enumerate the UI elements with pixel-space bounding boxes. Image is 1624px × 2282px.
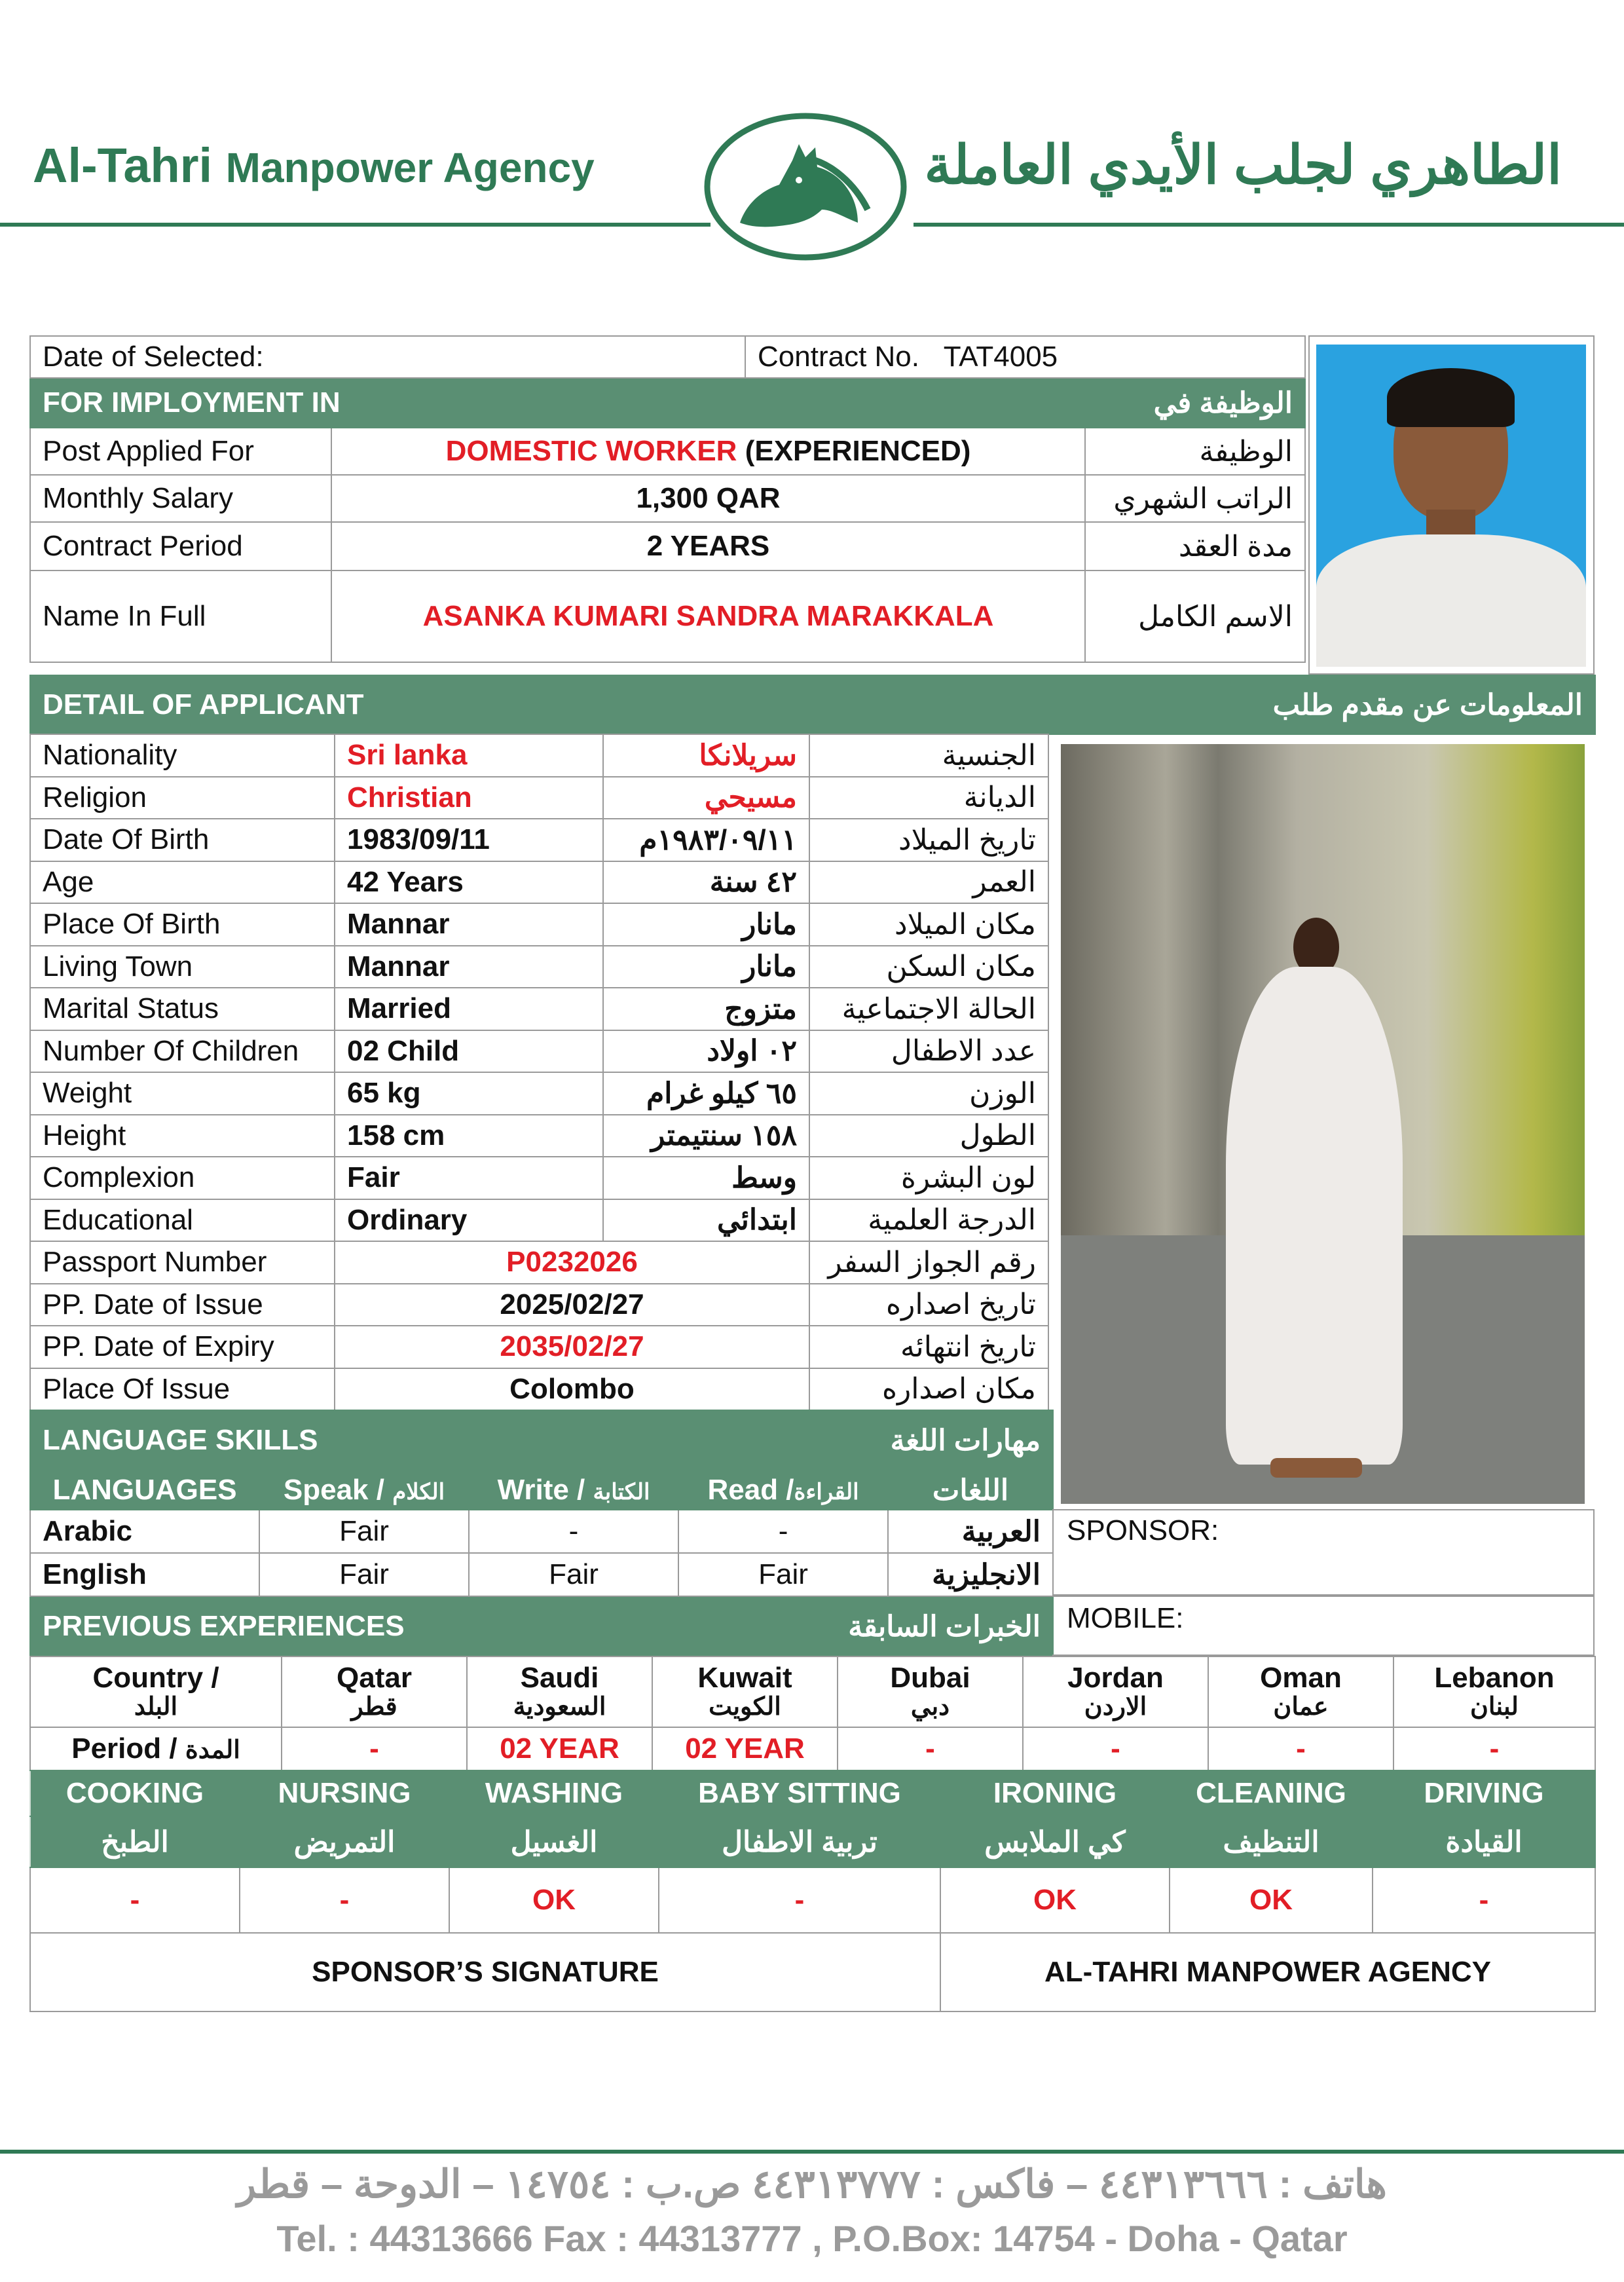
applicant-value-ar: مانار: [603, 903, 809, 946]
contract-period-value: 2 YEARS: [331, 522, 1085, 570]
brand-name-ar: الطاهري لجلب الأيدي العاملة: [924, 136, 1562, 195]
arabic-write: -: [469, 1510, 678, 1553]
applicant-label: Age: [30, 861, 335, 904]
passport-value: P0232026: [335, 1241, 809, 1284]
date-selected-label: Date of Selected:: [30, 336, 745, 378]
applicant-value: Ordinary: [335, 1199, 603, 1242]
applicant-label-ar: الجنسية: [809, 734, 1048, 777]
applicant-value-ar: ابتدائي: [603, 1199, 809, 1242]
post-applied-label: Post Applied For: [30, 428, 331, 475]
applicant-value-ar: ٠٢ اولاد: [603, 1030, 809, 1073]
footer-line: [0, 2150, 1624, 2154]
skill-ironing-ar: كي الملابس: [940, 1816, 1170, 1867]
brand-name-en-b: Manpower Agency: [225, 144, 595, 191]
english-write: Fair: [469, 1553, 678, 1596]
applicant-section-en: DETAIL OF APPLICANT: [30, 675, 701, 734]
full-name-value: ASANKA KUMARI SANDRA MARAKKALA: [331, 570, 1085, 662]
passport-label-ar: مكان اصداره: [809, 1368, 1048, 1411]
post-applied-ar: الوظيفة: [1085, 428, 1305, 475]
employment-section-en: FOR IMPLOYMENT IN: [30, 378, 745, 428]
applicant-value-ar: مسيحي: [603, 777, 809, 819]
header-line-left: [0, 223, 710, 227]
applicant-label: Place Of Birth: [30, 903, 335, 946]
read-col: Read /القراءة: [678, 1470, 888, 1510]
lang-english: English: [30, 1553, 259, 1596]
period-saudi: 02 YEAR: [467, 1727, 652, 1770]
skill-cleaning: CLEANING: [1170, 1770, 1373, 1816]
arabic-read: -: [678, 1510, 888, 1553]
agency-signature: AL-TAHRI MANPOWER AGENCY: [940, 1933, 1595, 2011]
monthly-salary-ar: الراتب الشهري: [1085, 475, 1305, 522]
applicant-value: 42 Years: [335, 861, 603, 904]
contract-cell: Contract No. TAT4005: [745, 336, 1305, 378]
language-header: [29, 1410, 1054, 1657]
period-jordan: -: [1023, 1727, 1208, 1770]
full-name-label: Name In Full: [30, 570, 331, 662]
header-line-right: [913, 223, 1624, 227]
skill-baby-sitting: BABY SITTING: [659, 1770, 940, 1816]
country-oman: Oman عمان: [1208, 1656, 1393, 1727]
applicant-label-ar: الحالة الاجتماعية: [809, 988, 1048, 1030]
sponsor-box: [1052, 1509, 1595, 1596]
applicant-value: Mannar: [335, 946, 603, 988]
applicant-value-ar: متزوج: [603, 988, 809, 1030]
applicant-section-ar: المعلومات عن مقدم طلب: [701, 675, 1595, 734]
passport-value: 2025/02/27: [335, 1284, 809, 1326]
footer-contact-en: Tel. : 44313666 Fax : 44313777 , P.O.Box: 14754 - Doha - Qatar: [276, 2218, 1348, 2259]
applicant-label: Weight: [30, 1072, 335, 1115]
applicant-value-ar: ٦٥ كيلو غرام: [603, 1072, 809, 1115]
skill-washing-ar: الغسيل: [449, 1816, 659, 1867]
employment-table: [29, 335, 1306, 663]
applicant-value: 65 kg: [335, 1072, 603, 1115]
applicant-value: 02 Child: [335, 1030, 603, 1073]
applicant-label: Educational: [30, 1199, 335, 1242]
applicant-label: Height: [30, 1115, 335, 1157]
skill-cleaning-ar: التنظيف: [1170, 1816, 1373, 1867]
applicant-label-ar: لون البشرة: [809, 1157, 1048, 1199]
monthly-salary-value: 1,300 QAR: [331, 475, 1085, 522]
passport-label: Passport Number: [30, 1241, 335, 1284]
mobile-label: MOBILE:: [1067, 1602, 1184, 1634]
skill-nursing: NURSING: [240, 1770, 449, 1816]
write-col: Write / الكتابة: [469, 1470, 678, 1510]
applicant-label: Nationality: [30, 734, 335, 777]
applicant-value: Fair: [335, 1157, 603, 1199]
passport-photo: [1308, 335, 1595, 675]
period-label: Period / المدة: [30, 1727, 282, 1770]
applicant-label: Living Town: [30, 946, 335, 988]
skill-ironing-value: OK: [940, 1867, 1170, 1933]
skill-driving-value: -: [1373, 1867, 1595, 1933]
period-lebanon: -: [1393, 1727, 1595, 1770]
passport-label-ar: تاريخ اصداره: [809, 1284, 1048, 1326]
monthly-salary-label: Monthly Salary: [30, 475, 331, 522]
passport-label: PP. Date of Issue: [30, 1284, 335, 1326]
experience-table: [29, 1656, 1596, 1771]
country-dubai: Dubai دبي: [838, 1656, 1023, 1727]
applicant-value-ar: ٤٢ سنة: [603, 861, 809, 904]
lang-arabic: Arabic: [30, 1510, 259, 1553]
language-section-ar: مهارات اللغة: [678, 1410, 1053, 1470]
skill-driving: DRIVING: [1373, 1770, 1595, 1816]
experience-section-en: PREVIOUS EXPERIENCES: [30, 1596, 678, 1656]
brand-name-en: [33, 138, 595, 193]
passport-label: PP. Date of Expiry: [30, 1326, 335, 1368]
applicant-label-ar: الطول: [809, 1115, 1048, 1157]
passport-label-ar: رقم الجواز السفر: [809, 1241, 1048, 1284]
applicant-header: [29, 675, 1596, 735]
footer-contact-ar: هاتف : ٤٤٣١٣٦٦٦ – فاكس : ٤٤٣١٣٧٧٧ ص.ب : ١٤٧٥٤ – الدوحة – قطر: [237, 2162, 1387, 2206]
skill-nursing-value: -: [240, 1867, 449, 1933]
skill-washing: WASHING: [449, 1770, 659, 1816]
arabic-speak: Fair: [259, 1510, 469, 1553]
skill-cooking-ar: الطبخ: [30, 1816, 240, 1867]
skill-driving-ar: القيادة: [1373, 1816, 1595, 1867]
applicant-value-ar: وسط: [603, 1157, 809, 1199]
applicant-label-ar: الديانة: [809, 777, 1048, 819]
skill-cooking-value: -: [30, 1867, 240, 1933]
lang-english-ar: الانجليزية: [888, 1553, 1053, 1596]
skill-nursing-ar: التمريض: [240, 1816, 449, 1867]
applicant-label-ar: عدد الاطفال: [809, 1030, 1048, 1073]
lang-arabic-ar: العربية: [888, 1510, 1053, 1553]
passport-label: Place Of Issue: [30, 1368, 335, 1411]
country-qatar: Qatar قطر: [282, 1656, 467, 1727]
applicant-value-ar: مانار: [603, 946, 809, 988]
applicant-table: [29, 734, 1049, 1411]
applicant-label: Number Of Children: [30, 1030, 335, 1073]
country-lebanon: Lebanon لبنان: [1393, 1656, 1595, 1727]
period-dubai: -: [838, 1727, 1023, 1770]
country-saudi: Saudi السعودية: [467, 1656, 652, 1727]
post-applied-value: DOMESTIC WORKER (EXPERIENCED): [331, 428, 1085, 475]
applicant-label-ar: الوزن: [809, 1072, 1048, 1115]
applicant-value: Sri lanka: [335, 734, 603, 777]
applicant-value: 1983/09/11: [335, 819, 603, 861]
speak-col: Speak / الكلام: [259, 1470, 469, 1510]
experience-section-ar: الخبرات السابقة: [678, 1596, 1053, 1656]
passport-label-ar: تاريخ انتهائه: [809, 1326, 1048, 1368]
applicant-value: Christian: [335, 777, 603, 819]
applicant-value: Mannar: [335, 903, 603, 946]
skill-cleaning-value: OK: [1170, 1867, 1373, 1933]
contract-number: TAT4005: [943, 341, 1058, 373]
sponsor-signature: SPONSOR’S SIGNATURE: [30, 1933, 940, 2011]
period-kuwait: 02 YEAR: [652, 1727, 838, 1770]
applicant-label-ar: مكان السكن: [809, 946, 1048, 988]
country-jordan: Jordan الاردن: [1023, 1656, 1208, 1727]
brand-name-en-a: Al-Tahri: [33, 138, 213, 193]
country-label: Country / البلد: [30, 1656, 282, 1727]
passport-value: Colombo: [335, 1368, 809, 1411]
skill-ironing: IRONING: [940, 1770, 1170, 1816]
applicant-value: Married: [335, 988, 603, 1030]
applicant-label: Date Of Birth: [30, 819, 335, 861]
applicant-label: Complexion: [30, 1157, 335, 1199]
horse-logo-icon: [701, 111, 910, 262]
sponsor-label: SPONSOR:: [1067, 1514, 1219, 1546]
period-oman: -: [1208, 1727, 1393, 1770]
period-qatar: -: [282, 1727, 467, 1770]
header: [0, 0, 1624, 269]
applicant-value-ar: ١٥٨ سنتيمتر: [603, 1115, 809, 1157]
contract-period-label: Contract Period: [30, 522, 331, 570]
full-body-photo: [1061, 744, 1585, 1504]
passport-value: 2035/02/27: [335, 1326, 809, 1368]
applicant-value-ar: سريلانكا: [603, 734, 809, 777]
applicant-label-ar: العمر: [809, 861, 1048, 904]
language-section-en: LANGUAGE SKILLS: [30, 1410, 678, 1470]
skill-cooking: COOKING: [30, 1770, 240, 1816]
country-kuwait: Kuwait الكويت: [652, 1656, 838, 1727]
applicant-label: Religion: [30, 777, 335, 819]
skills-table: [29, 1770, 1596, 2012]
applicant-label-ar: مكان الميلاد: [809, 903, 1048, 946]
english-read: Fair: [678, 1553, 888, 1596]
languages-col: LANGUAGES: [30, 1470, 259, 1510]
employment-section-ar: الوظيفة في: [745, 378, 1305, 428]
mobile-box: [1052, 1596, 1595, 1656]
languages-ar-col: اللغات: [888, 1470, 1053, 1510]
applicant-value: 158 cm: [335, 1115, 603, 1157]
full-name-ar: الاسم الكامل: [1085, 570, 1305, 662]
applicant-label: Marital Status: [30, 988, 335, 1030]
applicant-label-ar: الدرجة العلمية: [809, 1199, 1048, 1242]
contract-period-ar: مدة العقد: [1085, 522, 1305, 570]
applicant-label-ar: تاريخ الميلاد: [809, 819, 1048, 861]
skill-baby-sitting-value: -: [659, 1867, 940, 1933]
skill-baby-sitting-ar: تربية الاطفال: [659, 1816, 940, 1867]
applicant-value-ar: ١٩٨٣/٠٩/١١م: [603, 819, 809, 861]
skill-washing-value: OK: [449, 1867, 659, 1933]
english-speak: Fair: [259, 1553, 469, 1596]
